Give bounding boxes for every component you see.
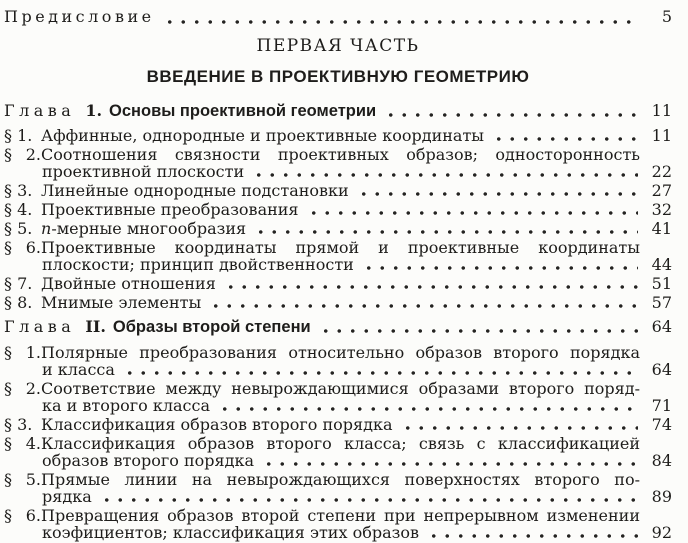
entry-continuation [4, 361, 672, 378]
entry-page-number: 64 [651, 360, 672, 379]
toc-entry [4, 220, 672, 237]
entry-page-number: 51 [651, 274, 672, 293]
entry-first-line [4, 344, 640, 361]
entry-number: § 3. [4, 415, 33, 434]
dot-leader [357, 192, 638, 196]
toc-entry [4, 239, 672, 273]
entry-continuation [4, 452, 672, 469]
toc-entry [4, 380, 672, 414]
dot-leader [254, 230, 638, 234]
entry-first-line [4, 146, 640, 163]
toc-entry [4, 416, 672, 433]
entry-text: Проективные преобразования [41, 200, 299, 219]
dot-leader [427, 534, 638, 538]
entry-number: § 6. [4, 506, 41, 525]
entry-first-line [4, 435, 640, 452]
entry-number: § 3. [4, 181, 33, 200]
entry-number: § 5. [4, 219, 33, 238]
dot-leader [307, 211, 638, 215]
entry-page-number: 92 [651, 523, 672, 542]
entry-number: § 6. [4, 238, 41, 257]
entry-page-number: 71 [651, 396, 672, 415]
toc-entry [4, 294, 672, 311]
dot-leader [492, 137, 638, 141]
entry-number: § 4. [4, 434, 41, 453]
chapter-label: Глава [4, 317, 76, 336]
chapter-title: Основы проективной геометрии [109, 102, 377, 120]
section-heading: ВВЕДЕНИЕ В ПРОЕКТИВНУЮ ГЕОМЕТРИЮ [146, 67, 530, 86]
entry-page-number: 74 [651, 415, 672, 434]
dot-leader [319, 329, 638, 333]
entry-first-line [4, 471, 640, 488]
entry-text: рядка [42, 487, 92, 506]
entry-number: § 1. [4, 126, 33, 145]
chapter-page-number: 64 [651, 317, 672, 336]
entry-page-number: 89 [651, 487, 672, 506]
chapter-1-entries [4, 127, 672, 311]
dot-leader [384, 113, 638, 117]
entry-number: § 1. [4, 343, 41, 362]
entry-page-number: 27 [651, 181, 672, 200]
entry-text: Соответствие между невырождающимися образами второго поряд- [41, 379, 640, 398]
dot-leader [362, 266, 638, 270]
entry-number: § 2. [4, 379, 41, 398]
entry-page-number: 57 [651, 293, 672, 312]
dot-leader [218, 407, 638, 411]
entry-first-line [4, 507, 640, 524]
chapter-number: II. [85, 317, 106, 336]
dot-leader [163, 20, 638, 24]
entry-text: и класса [42, 360, 115, 379]
entry-continuation [4, 256, 672, 273]
entry-first-line [4, 380, 640, 397]
chapter-1-heading [4, 101, 672, 121]
entry-number: § 7. [4, 274, 33, 293]
entry-page-number: 84 [651, 451, 672, 470]
preface-page-number: 5 [661, 7, 672, 26]
chapter-2-heading [4, 317, 672, 337]
entry-page-number: 32 [651, 200, 672, 219]
toc-entry [4, 344, 672, 378]
entry-text: Соотношения связности проективных образов; односторонность [41, 145, 640, 164]
entry-text: Классификация образов второго порядка [41, 415, 393, 434]
dot-leader [252, 173, 638, 177]
entry-text-italic: n [41, 219, 52, 238]
entry-number: § 2. [4, 145, 41, 164]
entry-page-number: 22 [651, 162, 672, 181]
entry-text: Мнимые элементы [41, 293, 202, 312]
preface-entry [4, 6, 672, 27]
entry-continuation [4, 163, 672, 180]
toc-entry [4, 127, 672, 144]
dot-leader [401, 426, 638, 430]
toc-entry [4, 435, 672, 469]
entry-text: Линейные однородные подстановки [41, 181, 349, 200]
part-heading: ПЕРВАЯ ЧАСТЬ [256, 36, 420, 56]
entry-text: образов второго порядка [42, 451, 254, 470]
toc-entry [4, 471, 672, 505]
entry-text: проективной плоскости [42, 162, 245, 181]
entry-text: Двойные отношения [41, 274, 216, 293]
entry-number: § 5. [4, 470, 41, 489]
toc-entry [4, 507, 672, 541]
chapter-number: 1. [85, 101, 103, 120]
entry-first-line [4, 239, 640, 256]
entry-text: Прямые линии на невырождающихся поверхностях второго по- [41, 470, 640, 489]
entry-continuation [4, 488, 672, 505]
toc-entry [4, 275, 672, 292]
entry-number: § 4. [4, 200, 33, 219]
dot-leader [209, 304, 638, 308]
entry-text: плоскости; принцип двойственности [42, 255, 354, 274]
entry-text: Аффинные, однородные и проективные координаты [41, 126, 485, 145]
entry-continuation [4, 524, 672, 541]
entry-text: коэфициентов; классификация этих образов [42, 523, 419, 542]
chapter-title: Образы второй степени [112, 318, 311, 336]
entry-text: Классификация образов второго класса; связь с классификацией [41, 434, 640, 453]
entry-text-rest: -мерные многообразия [51, 219, 247, 238]
toc-entry [4, 146, 672, 180]
toc-entry [4, 182, 672, 199]
entry-number: § 8. [4, 293, 33, 312]
entry-text: Превращения образов второй степени при непрерывном изменении [41, 506, 640, 525]
dot-leader [100, 498, 638, 502]
chapter-page-number: 11 [651, 101, 672, 120]
entry-text: Проективные координаты прямой и проективные координаты [41, 238, 640, 257]
chapter-label: Глава [4, 101, 76, 120]
preface-label: Предисловие [4, 7, 155, 26]
dot-leader [262, 462, 638, 466]
entry-page-number: 41 [651, 219, 672, 238]
entry-page-number: 11 [651, 126, 672, 145]
chapter-2-entries [4, 344, 672, 541]
toc-entry [4, 201, 672, 218]
entry-text [41, 220, 246, 237]
entry-page-number: 44 [651, 255, 672, 274]
entry-continuation [4, 397, 672, 414]
dot-leader [224, 285, 638, 289]
entry-text: Полярные преобразования относительно образов второго порядка [41, 343, 640, 362]
dot-leader [123, 371, 638, 375]
entry-text: ка и второго класса [42, 396, 211, 415]
